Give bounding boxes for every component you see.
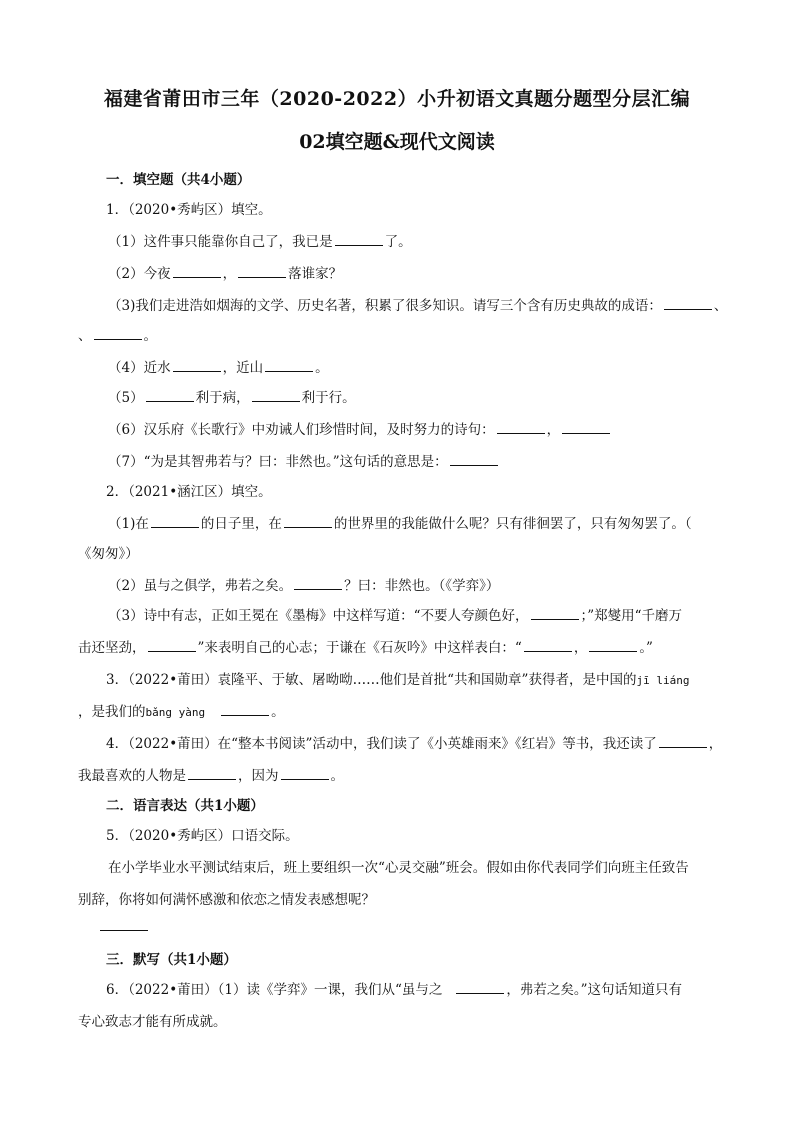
- question-3-continued: [78, 700, 794, 720]
- q2-item-2: [108, 574, 794, 594]
- answer-blank[interactable]: [664, 297, 712, 310]
- answer-blank[interactable]: [294, 577, 342, 590]
- q2-item-3-continued: [78, 636, 794, 656]
- text: （2）虽与之俱学，弗若之矣。: [108, 578, 293, 594]
- text: 我最喜欢的人物是: [78, 768, 186, 784]
- question-4-continued: [78, 764, 794, 784]
- text: 6．（2022•莆田）（1）读《学弈》一课，我们从“虽与之: [106, 982, 443, 998]
- text: 的世界里的我能做什么呢？只有徘徊罢了，只有匆匆罢了。（: [333, 516, 692, 532]
- question-5-answer-line: [78, 918, 794, 935]
- q1-item-3-continued: [78, 324, 794, 344]
- text: 的日子里，在: [200, 516, 282, 532]
- question-1-header: 1．（2020•秀屿区）填空。: [106, 202, 272, 218]
- q1-item-3: [108, 294, 794, 314]
- answer-blank[interactable]: [188, 767, 236, 780]
- answer-blank[interactable]: [94, 327, 142, 340]
- answer-blank[interactable]: [265, 359, 313, 372]
- text: ？曰：非然也。（《学弈》）: [344, 578, 500, 594]
- section-heading-language-expression: 二．语言表达（共1小题）: [106, 798, 264, 814]
- text: 利于行。: [301, 390, 356, 406]
- answer-blank[interactable]: [659, 735, 707, 748]
- question-4: [106, 732, 794, 752]
- answer-blank[interactable]: [238, 265, 286, 278]
- document-title: 福建省莆田市三年（2020-2022）小升初语文真题分题型分层汇编: [103, 88, 691, 110]
- question-6-continued: 专心致志才能有所成就。: [78, 1014, 227, 1030]
- answer-blank[interactable]: [589, 639, 637, 652]
- text: （5）: [108, 390, 144, 406]
- text: （3）诗中有志，正如王冕在《墨梅》中这样写道：“不要人夸颜色好，: [108, 608, 529, 624]
- answer-blank[interactable]: [173, 359, 221, 372]
- pinyin: bǎng yàng: [145, 706, 206, 719]
- answer-blank[interactable]: [456, 981, 504, 994]
- text: （1）这件事只能靠你自己了，我已是: [108, 234, 333, 250]
- text: 。”: [639, 640, 653, 656]
- answer-blank[interactable]: [100, 918, 148, 931]
- question-5-header: 5．（2020•秀屿区）口语交际。: [106, 828, 299, 844]
- answer-blank[interactable]: [284, 515, 332, 528]
- q1-item-2: [108, 262, 794, 282]
- text: ”来表明自己的心志；于谦在《石灰吟》中这样表白：“: [197, 640, 522, 656]
- question-2-header: 2．（2021•涵江区）填空。: [106, 484, 272, 500]
- text: （1)在: [108, 516, 149, 532]
- answer-blank[interactable]: [281, 767, 329, 780]
- text: 、: [713, 298, 728, 314]
- text: 。: [271, 704, 285, 720]
- text: ，: [546, 422, 561, 438]
- text: ；”郑燮用“千磨万: [580, 608, 683, 624]
- answer-blank[interactable]: [252, 389, 300, 402]
- text: 。: [330, 768, 344, 784]
- section-heading-fill-blank: 一．填空题（共4小题）: [106, 172, 251, 188]
- text: （4）近水: [108, 360, 171, 376]
- text: （2）今夜: [108, 266, 171, 282]
- answer-blank[interactable]: [562, 421, 610, 434]
- answer-blank[interactable]: [524, 639, 572, 652]
- text: ，: [222, 266, 237, 282]
- question-5-body: 在小学毕业水平测试结束后，班上要组织一次“心灵交融”班会。假如由你代表同学们向班主任致告: [108, 860, 689, 876]
- text: 。: [315, 360, 329, 376]
- question-3: [106, 668, 794, 688]
- answer-blank[interactable]: [531, 607, 579, 620]
- text: （7）“为是其智弗若与？曰：非然也。”这句话的意思是：: [108, 454, 448, 470]
- q1-item-7: [108, 450, 794, 470]
- question-6: [106, 978, 794, 998]
- text: （3)我们走进浩如烟海的文学、历史名著，积累了很多知识。请写三个含有历史典故的成语：: [108, 298, 662, 314]
- text: 利于病，: [195, 390, 250, 406]
- q2-item-1: [108, 512, 794, 532]
- document-subtitle: 02填空题&现代文阅读: [299, 131, 495, 153]
- text: 3．（2022•莆田）袁隆平、于敏、屠呦呦……他们是首批“共和国勋章”获得者，是中国的: [106, 672, 637, 688]
- text: ，是我们的: [78, 704, 146, 720]
- text: 了。: [384, 234, 412, 250]
- answer-blank[interactable]: [151, 515, 199, 528]
- text: ，: [708, 736, 723, 752]
- question-5-body-continued: 别辞，你将如何满怀感激和依恋之情发表感想呢？: [78, 892, 375, 908]
- text: 击还坚劲，: [78, 640, 146, 656]
- q1-item-6: [108, 418, 794, 438]
- text: 。: [143, 328, 157, 344]
- text: 4．（2022•莆田）在“整本书阅读”活动中，我们读了《小英雄雨来》《红岩》等书，我还读了: [106, 736, 657, 752]
- text: ，弗若之矣。”这句话知道只有: [506, 982, 683, 998]
- answer-blank[interactable]: [146, 389, 194, 402]
- q1-item-1: [108, 230, 794, 250]
- pinyin: jī liáng: [636, 674, 690, 687]
- answer-blank[interactable]: [221, 703, 269, 716]
- answer-blank[interactable]: [148, 639, 196, 652]
- q2-item-3: [108, 604, 794, 624]
- text: ，近山: [222, 360, 264, 376]
- answer-blank[interactable]: [173, 265, 221, 278]
- text: （6）汉乐府《长歌行》中劝诫人们珍惜时间，及时努力的诗句：: [108, 422, 495, 438]
- answer-blank[interactable]: [335, 233, 383, 246]
- answer-blank[interactable]: [497, 421, 545, 434]
- text: ，: [573, 640, 588, 656]
- q1-item-5: [108, 386, 794, 406]
- text: ，因为: [238, 768, 279, 784]
- q2-item-1-continued: 《匆匆》）: [78, 546, 139, 562]
- q1-item-4: [108, 356, 794, 376]
- text: 落谁家？: [288, 266, 343, 282]
- section-heading-dictation: 三．默写（共1小题）: [106, 952, 237, 968]
- text: 、: [78, 328, 92, 344]
- answer-blank[interactable]: [450, 453, 498, 466]
